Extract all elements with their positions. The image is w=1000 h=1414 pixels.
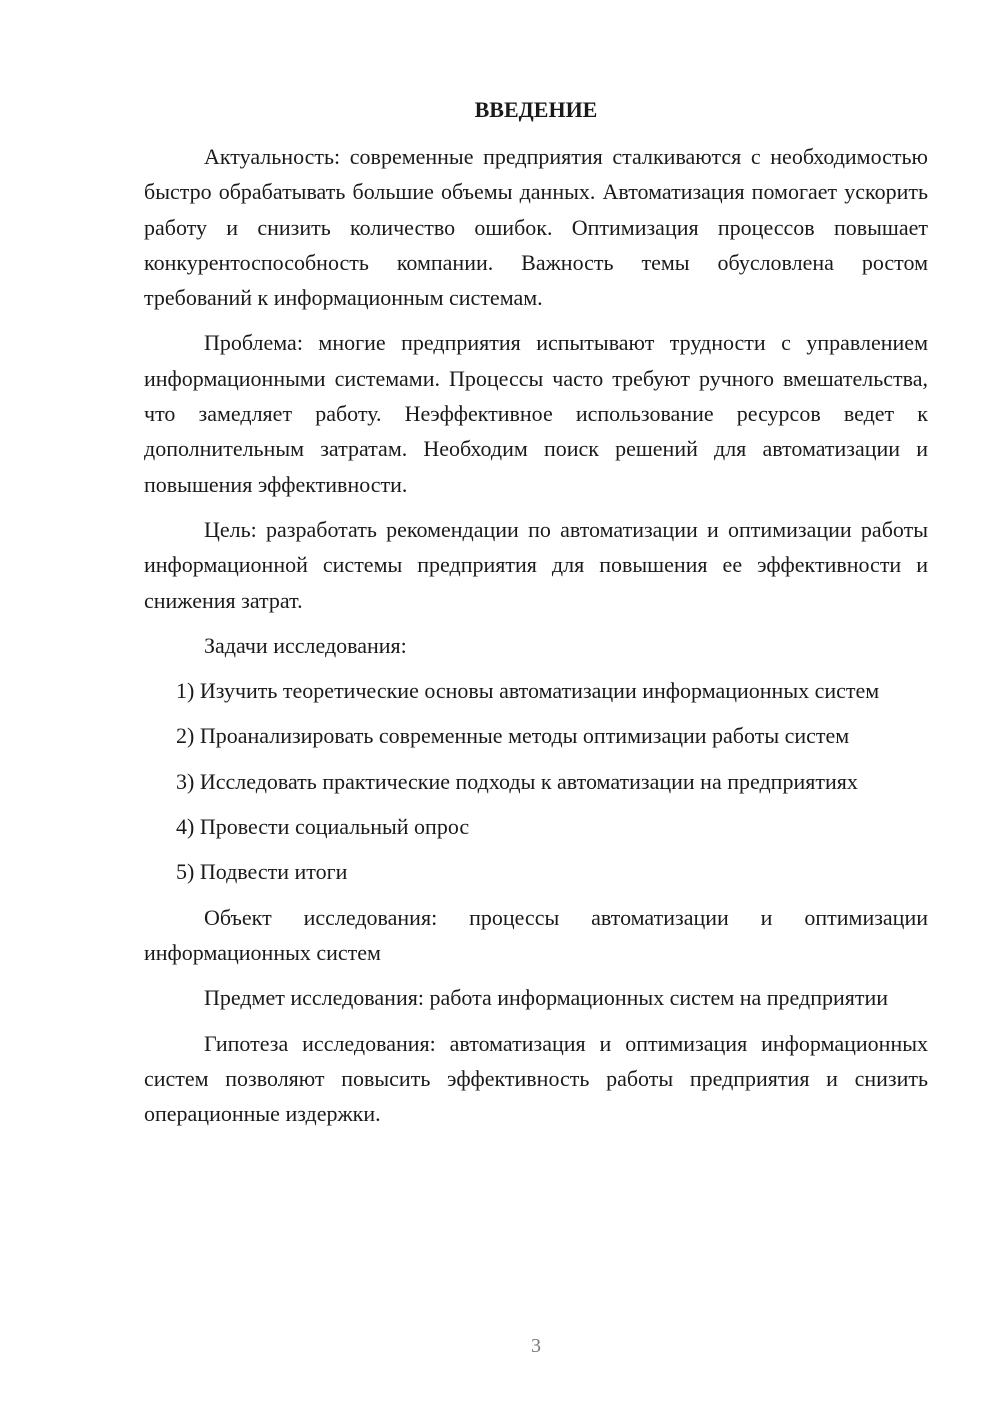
document-body <box>144 96 928 1141</box>
list-item: 4) Провести социальный опрос <box>176 814 470 840</box>
page-number: 3 <box>531 1335 541 1357</box>
problem-paragraph: Проблема: многие предприятия испытывают трудности с управлением информационными системами. Процессы часто требуют ручного вмешательства, что замедляет работу. Неэффективное использование ресурсов ведет к дополнительным затратам. Необходим поиск решений для автоматизации и повышения эффективности. <box>144 330 928 497</box>
goal-paragraph: Цель: разработать рекомендации по автоматизации и оптимизации работы информационной системы предприятия для повышения ее эффективности и снижения затрат. <box>144 516 928 613</box>
list-item: 1) Изучить теоретические основы автоматизации информационных систем <box>176 678 880 704</box>
relevance-paragraph: Актуальность: современные предприятия сталкиваются с необходимостью быстро обрабатывать большие объемы данных. Автоматизация помогает ускорить работу и снизить количество ошибок. Оптимизация процессов повышает конкурентоспособность компании. Важность темы обусловлена ростом требований к информационным системам. <box>144 144 928 311</box>
list-item: 3) Исследовать практические подходы к автоматизации на предприятиях <box>176 768 858 794</box>
object-paragraph: Объект исследования: процессы автоматизации и оптимизации информационных систем <box>144 904 928 965</box>
hypothesis-paragraph: Гипотеза исследования: автоматизация и оптимизация информационных систем позволяют повысить эффективность работы предприятия и снизить операционные издержки. <box>144 1030 928 1127</box>
list-item: 2) Проанализировать современные методы оптимизации работы систем <box>176 723 850 749</box>
list-item: 5) Подвести итоги <box>176 859 348 885</box>
tasks-heading: Задачи исследования: <box>204 632 407 658</box>
page-title: ВВЕДЕНИЕ <box>474 97 598 122</box>
subject-paragraph: Предмет исследования: работа информационных систем на предприятии <box>204 985 889 1011</box>
tasks-list <box>144 673 928 889</box>
